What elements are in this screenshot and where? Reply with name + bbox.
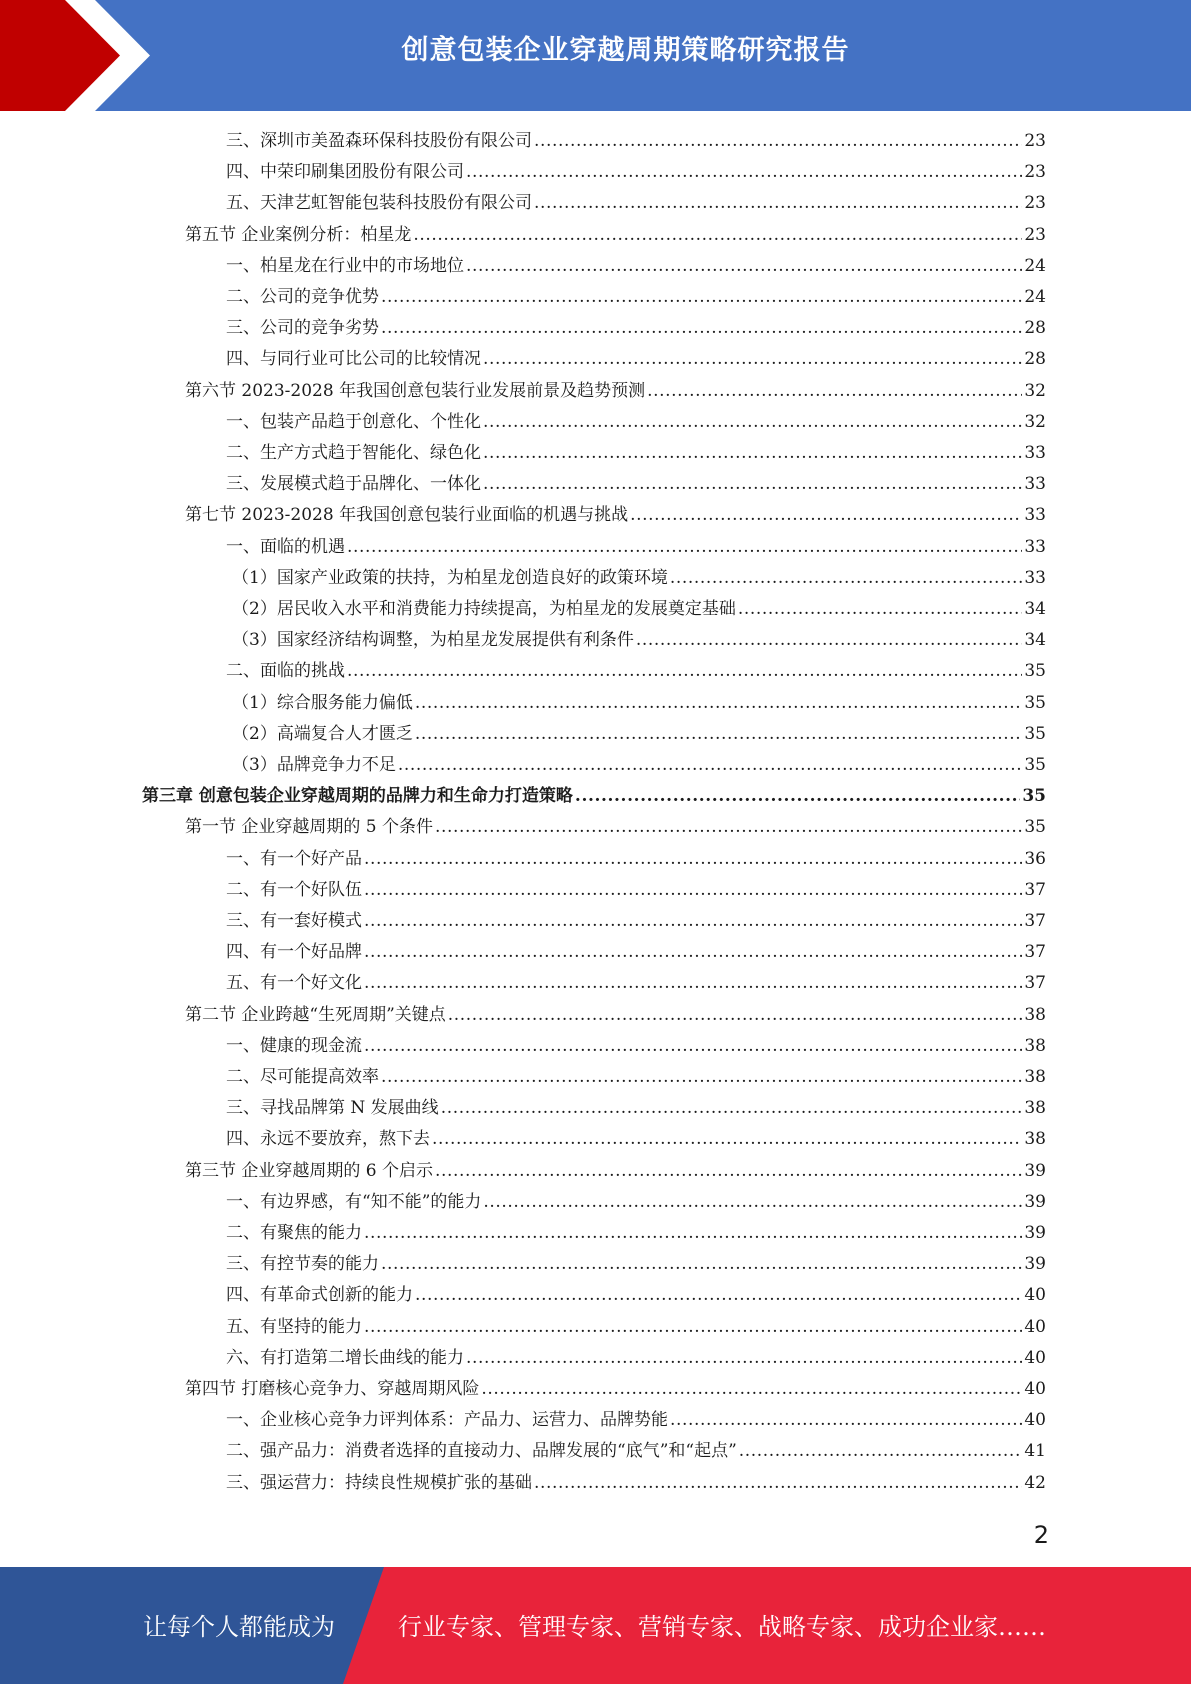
toc-entry-page: 33 <box>1024 505 1046 526</box>
toc-entry[interactable] <box>226 1343 1046 1374</box>
toc-leader-dots <box>413 220 1022 251</box>
toc-leader-dots <box>481 1374 1022 1405</box>
toc-entry-title: （3）国家经济结构调整，为柏星龙发展提供有利条件 <box>232 630 634 651</box>
toc-entry[interactable] <box>232 594 1046 625</box>
footer-slogan-left: 让每个人都能成为 <box>143 1613 335 1641</box>
toc-entry-title: （1）综合服务能力偏低 <box>232 692 413 713</box>
toc-leader-dots <box>381 313 1022 344</box>
toc-leader-dots <box>483 344 1022 375</box>
toc-entry[interactable] <box>185 812 1046 843</box>
toc-entry-title: 第六节 2023-2028 年我国创意包装行业发展前景及趋势预测 <box>185 380 646 401</box>
toc-entry[interactable] <box>226 1436 1046 1467</box>
toc-entry-title: 三、公司的竞争劣势 <box>226 318 379 339</box>
toc-entry-title: 一、健康的现金流 <box>226 1035 362 1056</box>
toc-leader-dots <box>364 1218 1022 1249</box>
toc-entry-page: 33 <box>1024 536 1046 557</box>
toc-entry[interactable] <box>185 220 1046 251</box>
toc-entry-title: 第一节 企业穿越周期的 5 个条件 <box>185 817 434 838</box>
toc-leader-dots <box>398 750 1023 781</box>
toc-entry-title: 第五节 企业案例分析：柏星龙 <box>185 224 412 245</box>
toc-entry-title: 一、柏星龙在行业中的市场地位 <box>226 255 464 276</box>
toc-entry-title: 三、发展模式趋于品牌化、一体化 <box>226 474 481 495</box>
page-footer <box>0 1567 1191 1684</box>
toc-leader-dots <box>435 1156 1022 1187</box>
report-title: 创意包装企业穿越周期策略研究报告 <box>401 35 850 66</box>
toc-leader-dots <box>630 500 1022 531</box>
toc-entry-page: 24 <box>1024 287 1046 307</box>
toc-entry[interactable] <box>226 126 1046 157</box>
toc-leader-dots <box>483 438 1022 469</box>
toc-entry-title: 四、有革命式创新的能力 <box>226 1285 413 1306</box>
toc-entry-page: 40 <box>1024 1379 1046 1399</box>
toc-entry-title: 第三节 企业穿越周期的 6 个启示 <box>185 1160 434 1181</box>
toc-entry-page: 35 <box>1024 755 1046 775</box>
toc-entry-title: （1）国家产业政策的扶持，为柏星龙创造良好的政策环境 <box>232 567 668 588</box>
toc-entry-title: 二、有一个好队伍 <box>226 879 362 900</box>
toc-leader-dots <box>670 1405 1022 1436</box>
toc-entry-title: 五、有坚持的能力 <box>226 1316 362 1337</box>
toc-entry[interactable] <box>226 875 1046 906</box>
toc-entry-page: 37 <box>1024 879 1046 900</box>
toc-entry-page: 41 <box>1024 1441 1046 1462</box>
toc-leader-dots <box>435 812 1022 843</box>
toc-entry[interactable] <box>226 313 1046 344</box>
toc-entry-page: 35 <box>1024 723 1046 744</box>
toc-entry-page: 32 <box>1024 380 1046 401</box>
toc-entry-title: （2）高端复合人才匮乏 <box>232 723 413 744</box>
toc-entry-title: 二、生产方式趋于智能化、绿色化 <box>226 443 481 463</box>
page-header <box>0 0 1191 111</box>
toc-leader-dots <box>466 1343 1022 1374</box>
toc-entry-page: 35 <box>1022 786 1046 807</box>
toc-entry-title: （2）居民收入水平和消费能力持续提高，为柏星龙的发展奠定基础 <box>232 599 736 619</box>
footer-slogan-right: 行业专家、管理专家、营销专家、战略专家、成功企业家…… <box>398 1613 1046 1641</box>
toc-entry-title: 四、永远不要放弃，熬下去 <box>226 1129 430 1150</box>
toc-leader-dots <box>483 1187 1022 1218</box>
toc-entry[interactable] <box>226 937 1046 968</box>
toc-leader-dots <box>534 188 1022 219</box>
toc-entry-page: 40 <box>1024 1316 1046 1337</box>
toc-entry[interactable] <box>226 906 1046 937</box>
toc-entry-page: 35 <box>1024 661 1046 682</box>
toc-entry-page: 37 <box>1024 911 1046 931</box>
toc-leader-dots <box>432 1124 1022 1155</box>
toc-entry[interactable] <box>226 188 1046 219</box>
toc-entry-title: 二、尽可能提高效率 <box>226 1067 379 1087</box>
toc-leader-dots <box>636 625 1023 656</box>
toc-entry-page: 39 <box>1024 1254 1046 1275</box>
toc-leader-dots <box>739 1436 1023 1467</box>
toc-leader-dots <box>347 656 1022 687</box>
toc-entry-title: 二、面临的挑战 <box>226 661 345 682</box>
toc-entry-page: 32 <box>1024 411 1046 432</box>
toc-entry-page: 35 <box>1024 692 1046 713</box>
toc-entry-page: 40 <box>1024 1410 1046 1431</box>
toc-entry-page: 39 <box>1024 1160 1046 1181</box>
toc-leader-dots <box>448 1000 1023 1031</box>
toc-entry[interactable] <box>232 625 1046 656</box>
toc-leader-dots <box>466 157 1022 188</box>
toc-leader-dots <box>415 688 1023 719</box>
toc-entry-title: 第七节 2023-2028 年我国创意包装行业面临的机遇与挑战 <box>185 505 629 526</box>
toc-entry-title: 第二节 企业跨越“生死周期”关键点 <box>185 1004 446 1025</box>
toc-entry-page: 38 <box>1024 1035 1046 1056</box>
toc-entry-page: 34 <box>1024 630 1046 651</box>
toc-leader-dots <box>364 937 1022 968</box>
toc-entry[interactable] <box>226 251 1046 282</box>
toc-entry-title: 一、企业核心竞争力评判体系：产品力、运营力、品牌势能 <box>226 1410 668 1431</box>
toc-leader-dots <box>364 968 1022 999</box>
toc-entry[interactable] <box>226 157 1046 188</box>
toc-entry[interactable] <box>226 532 1046 563</box>
toc-entry[interactable] <box>232 563 1046 594</box>
toc-entry-title: 一、有一个好产品 <box>226 848 362 869</box>
toc-leader-dots <box>364 844 1022 875</box>
toc-entry-page: 38 <box>1024 1098 1046 1119</box>
toc-entry-page: 24 <box>1024 255 1046 276</box>
toc-leader-dots <box>534 126 1022 157</box>
toc-leader-dots <box>381 1249 1022 1280</box>
toc-entry[interactable] <box>226 1187 1046 1218</box>
toc-entry-page: 39 <box>1024 1223 1046 1243</box>
toc-leader-dots <box>347 532 1022 563</box>
toc-entry-title: 第三章 创意包装企业穿越周期的品牌力和生命力打造策略 <box>142 786 573 807</box>
toc-entry-page: 23 <box>1024 193 1046 214</box>
toc-leader-dots <box>670 563 1023 594</box>
toc-entry-page: 23 <box>1024 224 1046 245</box>
toc-entry-title: （3）品牌竞争力不足 <box>232 755 396 775</box>
toc-entry-page: 33 <box>1024 474 1046 495</box>
toc-entry[interactable] <box>185 1156 1046 1187</box>
toc-entry-page: 33 <box>1024 567 1046 588</box>
toc-entry[interactable] <box>226 1405 1046 1436</box>
toc-entry[interactable] <box>232 688 1046 719</box>
toc-entry[interactable] <box>226 344 1046 375</box>
toc-entry[interactable] <box>226 1312 1046 1343</box>
toc-entry[interactable] <box>185 500 1046 531</box>
toc-leader-dots <box>364 875 1022 906</box>
toc-leader-dots <box>381 282 1022 313</box>
toc-entry-page: 36 <box>1024 848 1046 869</box>
toc-entry-title: 一、有边界感，有“知不能”的能力 <box>226 1191 482 1212</box>
toc-entry[interactable] <box>226 968 1046 999</box>
toc-leader-dots <box>647 376 1022 407</box>
toc-entry-title: 四、中荣印刷集团股份有限公司 <box>226 162 464 183</box>
toc-entry[interactable] <box>185 1374 1046 1405</box>
toc-entry[interactable] <box>226 1093 1046 1124</box>
toc-entry-title: 三、强运营力：持续良性规模扩张的基础 <box>226 1472 532 1493</box>
toc-leader-dots <box>575 781 1020 812</box>
toc-entry-page: 28 <box>1024 349 1046 370</box>
toc-leader-dots <box>483 407 1022 438</box>
toc-leader-dots <box>415 719 1023 750</box>
toc-entry[interactable] <box>226 1249 1046 1280</box>
toc-entry-page: 23 <box>1024 162 1046 183</box>
toc-entry[interactable] <box>226 1124 1046 1155</box>
toc-entry-page: 37 <box>1024 942 1046 963</box>
toc-entry-page: 23 <box>1024 131 1046 151</box>
toc-leader-dots <box>441 1093 1023 1124</box>
toc-entry[interactable] <box>226 844 1046 875</box>
toc-entry[interactable] <box>142 781 1046 812</box>
toc-entry-title: 六、有打造第二增长曲线的能力 <box>226 1347 464 1368</box>
toc-entry-title: 四、与同行业可比公司的比较情况 <box>226 349 481 370</box>
toc-entry-title: 第四节 打磨核心竞争力、穿越周期风险 <box>185 1379 480 1399</box>
toc-entry-title: 五、天津艺虹智能包装科技股份有限公司 <box>226 193 532 214</box>
page-number: 2 <box>1033 1521 1049 1549</box>
toc-entry-page: 40 <box>1024 1285 1046 1306</box>
toc-entry-page: 38 <box>1024 1004 1046 1025</box>
toc-entry-page: 28 <box>1024 318 1046 339</box>
toc-entry-page: 33 <box>1024 443 1046 463</box>
toc-leader-dots <box>364 1031 1022 1062</box>
toc-entry-page: 38 <box>1024 1067 1046 1087</box>
toc-entry-title: 三、深圳市美盈森环保科技股份有限公司 <box>226 131 532 151</box>
toc-entry-title: 四、有一个好品牌 <box>226 942 362 963</box>
toc-entry-title: 二、强产品力：消费者选择的直接动力、品牌发展的“底气”和“起点” <box>226 1441 737 1462</box>
toc-entry[interactable] <box>226 656 1046 687</box>
toc-entry[interactable] <box>185 1000 1046 1031</box>
toc-leader-dots <box>483 469 1022 500</box>
toc-entry-page: 39 <box>1024 1191 1046 1212</box>
toc-leader-dots <box>381 1062 1022 1093</box>
toc-leader-dots <box>364 906 1022 937</box>
toc-leader-dots <box>534 1468 1022 1499</box>
toc-entry-title: 三、有控节奏的能力 <box>226 1254 379 1275</box>
toc-entry[interactable] <box>185 376 1046 407</box>
toc-leader-dots <box>415 1280 1022 1311</box>
toc-entry[interactable] <box>232 750 1046 781</box>
toc-entry[interactable] <box>226 1280 1046 1311</box>
toc-entry-page: 35 <box>1024 817 1046 838</box>
toc-entry-title: 三、有一套好模式 <box>226 911 362 931</box>
toc-entry[interactable] <box>226 407 1046 438</box>
toc-leader-dots <box>466 251 1022 282</box>
toc-entry-page: 38 <box>1024 1129 1046 1150</box>
toc-entry[interactable] <box>226 282 1046 313</box>
toc-entry-title: 二、有聚焦的能力 <box>226 1223 362 1243</box>
toc-entry[interactable] <box>232 719 1046 750</box>
toc-entry-title: 一、面临的机遇 <box>226 536 345 557</box>
toc-leader-dots <box>738 594 1023 625</box>
toc-entry-page: 40 <box>1024 1347 1046 1368</box>
toc-entry-title: 五、有一个好文化 <box>226 973 362 994</box>
toc-entry-title: 三、寻找品牌第 N 发展曲线 <box>226 1098 439 1119</box>
toc-entry-title: 二、公司的竞争优势 <box>226 287 379 307</box>
toc-entry[interactable] <box>226 438 1046 469</box>
toc-entry-title: 一、包装产品趋于创意化、个性化 <box>226 411 481 432</box>
toc-entry-page: 37 <box>1024 973 1046 994</box>
toc-entry-page: 34 <box>1024 599 1046 619</box>
toc-entry[interactable] <box>226 1468 1046 1499</box>
toc-entry[interactable] <box>226 1031 1046 1062</box>
toc-entry[interactable] <box>226 1062 1046 1093</box>
toc-entry[interactable] <box>226 469 1046 500</box>
toc-entry[interactable] <box>226 1218 1046 1249</box>
toc-leader-dots <box>364 1312 1022 1343</box>
toc-entry-page: 42 <box>1024 1472 1046 1493</box>
